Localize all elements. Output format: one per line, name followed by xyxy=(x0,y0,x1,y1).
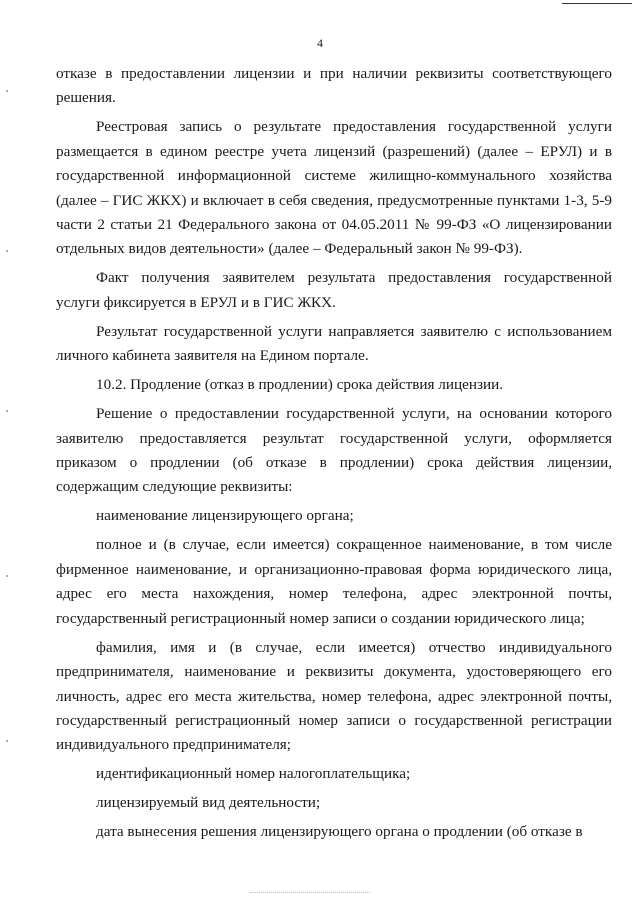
scan-mark xyxy=(6,575,8,577)
paragraph: Реестровая запись о результате предоставления государственной услуги размещается в едином реестре учета лицензий (разрешений) (далее – ЕРУЛ) и в государственной информационной системе жилищно-коммунального хозяйства (далее – ГИС ЖКХ) и включает в себя сведения, предусмотренные пунктами 1-3, 5-9 части 2 статьи 21 Федерального закона от 04.05.2011 № 99-ФЗ «О лицензировании отдельных видов деятельности» (далее – Федеральный закон № 99-ФЗ). xyxy=(56,118,612,258)
list-item: полное и (в случае, если имеется) сокращенное наименование, в том числе фирменное наименование, и организационно-правовая форма юридического лица, адрес его места нахождения, номер телефона, адрес электронной почты, государственный регистрационный номер записи о создании юридического лица; xyxy=(56,536,612,627)
list-item: дата вынесения решения лицензирующего органа о продлении (об отказе в xyxy=(96,823,583,841)
scan-mark xyxy=(6,740,8,742)
paragraph: отказе в предоставлении лицензии и при наличии реквизиты соответствующего решения. xyxy=(56,65,612,107)
list-item: идентификационный номер налогоплательщика; xyxy=(96,765,411,783)
paragraph: Решение о предоставлении государственной услуги, на основании которого заявителю предоставляется результат государственной услуги, оформляется приказом о продлении (об отказе в продлении) срока действия лицензии, содержащим следующие реквизиты: xyxy=(56,405,612,496)
list-item: лицензируемый вид деятельности; xyxy=(96,794,321,812)
paragraph: Результат государственной услуги направляется заявителю с использованием личного кабинета заявителя на Едином портале. xyxy=(56,322,612,365)
scan-artifact xyxy=(250,892,370,895)
page-number: 4 xyxy=(317,36,323,50)
scan-mark xyxy=(6,250,8,252)
list-item: фамилия, имя и (в случае, если имеется) отчество индивидуального предпринимателя, наименование и реквизиты документа, удостоверяющего его личность, адрес его места жительства, номер телефона, адрес электронной почты, государственный регистрационный номер записи о государственной регистрации индивидуального предпринимателя; xyxy=(56,638,612,754)
header-rule xyxy=(562,3,632,4)
list-item: наименование лицензирующего органа; xyxy=(96,507,354,525)
scan-mark xyxy=(6,410,8,412)
scan-mark xyxy=(6,90,8,92)
document-body xyxy=(56,62,612,849)
section-heading: 10.2. Продление (отказ в продлении) срока действия лицензии. xyxy=(96,376,504,394)
paragraph: Факт получения заявителем результата предоставления государственной услуги фиксируется в ЕРУЛ и в ГИС ЖКХ. xyxy=(56,269,612,311)
